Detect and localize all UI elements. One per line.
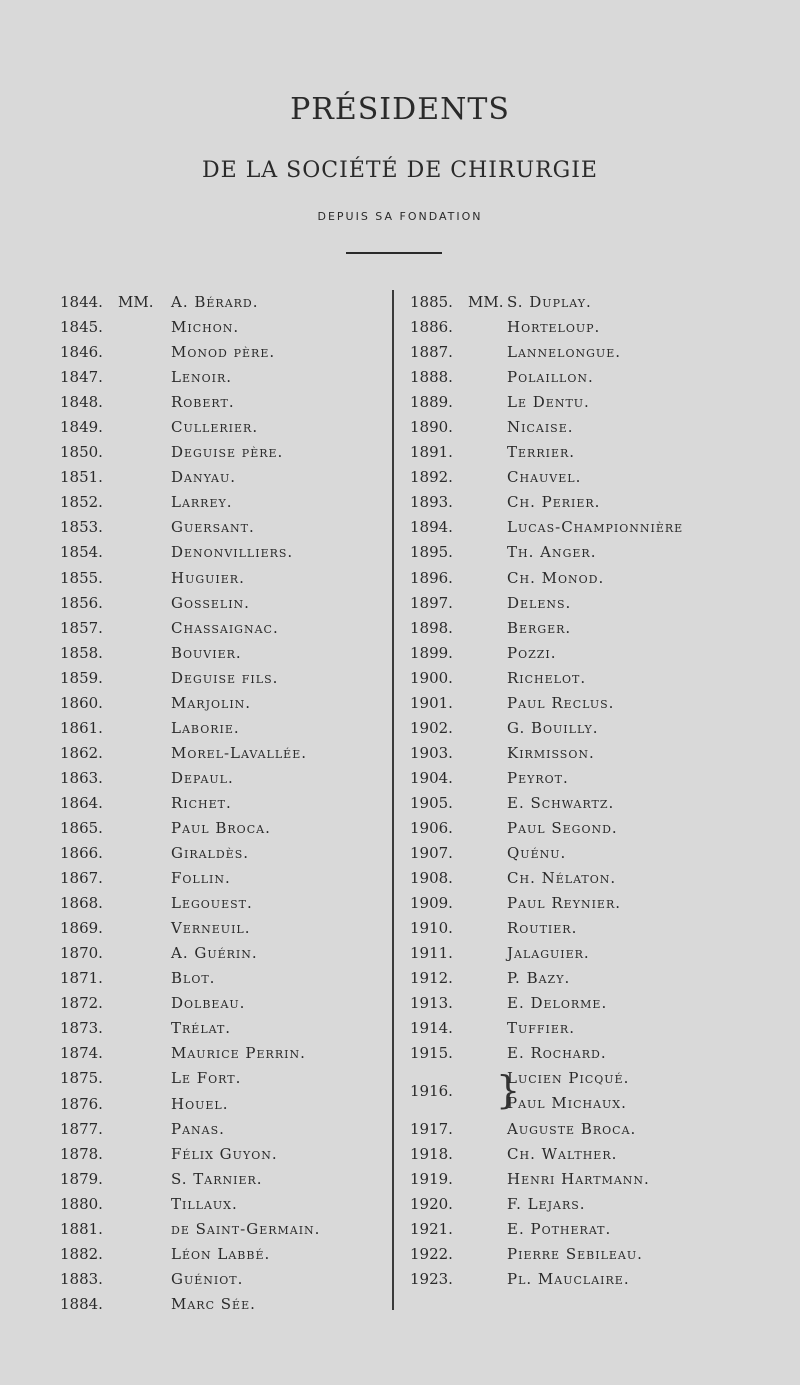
president-name: Verneuil. [171,919,251,938]
year: 1918. [410,1144,453,1163]
year: 1896. [410,568,453,587]
president-name: Huguier. [171,568,245,587]
year: 1916. [410,1082,453,1101]
president-name: Cullerier. [171,418,259,437]
year: 1877. [60,1119,103,1138]
president-name: Paul Michaux. [507,1094,627,1113]
year: 1891. [410,443,453,462]
president-name: Paul Segond. [507,818,618,837]
year: 1874. [60,1044,103,1063]
page-title: PRÉSIDENTS [290,92,510,127]
president-name: Monod père. [171,343,276,362]
year: 1862. [60,743,103,762]
year: 1857. [60,618,103,637]
year: 1852. [60,493,103,512]
year: 1867. [60,869,103,888]
year: 1901. [410,693,453,712]
president-name: Laborie. [171,718,240,737]
president-name: Tuffier. [507,1019,575,1038]
president-name: Chassaignac. [171,618,279,637]
president-name: Legouest. [171,894,253,913]
page-subtitle: DE LA SOCIÉTÉ DE CHIRURGIE [202,158,598,183]
president-name: Richelot. [507,668,587,687]
column-divider [392,290,394,1310]
president-name: Quénu. [507,844,567,863]
year: 1907. [410,844,453,863]
president-name: Jalaguier. [507,944,590,963]
president-name: Ch. Walther. [507,1144,618,1163]
president-name: Lucien Picqué. [507,1069,630,1088]
year: 1906. [410,818,453,837]
president-name: Félix Guyon. [171,1144,278,1163]
year: 1902. [410,718,453,737]
president-name: Michon. [171,318,240,337]
president-name: Depaul. [171,768,234,787]
president-name: Ch. Monod. [507,568,605,587]
president-name: Dolbeau. [171,994,246,1013]
president-name: Lucas-Championnière [507,518,684,537]
president-name: Pozzi. [507,643,557,662]
president-name: Terrier. [507,443,576,462]
president-name: Th. Anger. [507,543,597,562]
year: 1868. [60,894,103,913]
year: 1886. [410,318,453,337]
president-name: E. Potherat. [507,1219,612,1238]
president-name: Chauvel. [507,468,582,487]
president-name: Paul Broca. [171,818,271,837]
year: 1908. [410,869,453,888]
year: 1915. [410,1044,453,1063]
president-name: Le Dentu. [507,393,590,412]
president-name: Paul Reynier. [507,894,622,913]
page-subsubtitle: DEPUIS SA FONDATION [317,210,483,223]
year: 1900. [410,668,453,687]
president-name: Houel. [171,1094,229,1113]
year: 1922. [410,1244,453,1263]
president-name: S. Tarnier. [171,1169,263,1188]
year: 1844. [60,293,103,311]
president-name: Larrey. [171,493,233,512]
year: 1920. [410,1194,453,1213]
president-name: Ch. Perier. [507,493,601,512]
year: 1883. [60,1269,103,1288]
president-name: Guersant. [171,518,255,537]
president-name: Deguise père. [171,443,284,462]
year: 1914. [410,1019,453,1038]
mm-label: MM. [468,293,504,311]
year: 1881. [60,1219,103,1238]
president-name: Denonvilliers. [171,543,294,562]
year: 1898. [410,618,453,637]
year: 1912. [410,969,453,988]
year: 1872. [60,994,103,1013]
year: 1849. [60,418,103,437]
president-name: S. Duplay. [507,293,592,311]
president-name: A. Guérin. [171,944,258,963]
year: 1903. [410,743,453,762]
year: 1861. [60,718,103,737]
year: 1899. [410,643,453,662]
year: 1904. [410,768,453,787]
president-name: E. Schwartz. [507,793,615,812]
president-name: Panas. [171,1119,225,1138]
year: 1880. [60,1194,103,1213]
year: 1859. [60,668,103,687]
president-name: Marjolin. [171,693,252,712]
year: 1848. [60,393,103,412]
president-name: Polaillon. [507,368,594,387]
year: 1865. [60,818,103,837]
year: 1897. [410,593,453,612]
year: 1879. [60,1169,103,1188]
president-name: Deguise fils. [171,668,279,687]
president-name: Léon Labbé. [171,1244,271,1263]
president-name: Danyau. [171,468,236,487]
year: 1855. [60,568,103,587]
president-name: Guéniot. [171,1269,244,1288]
year: 1884. [60,1294,103,1313]
president-name: G. Bouilly. [507,718,599,737]
year: 1847. [60,368,103,387]
president-name: E. Rochard. [507,1044,607,1063]
year: 1871. [60,969,103,988]
president-name: Gosselin. [171,593,250,612]
president-name: Blot. [171,969,216,988]
president-name: Richet. [171,793,232,812]
president-name: Horteloup. [507,318,601,337]
year: 1853. [60,518,103,537]
president-name: P. Bazy. [507,969,571,988]
year: 1845. [60,318,103,337]
president-name: Nicaise. [507,418,574,437]
president-name: Marc Sée. [171,1294,256,1313]
year: 1882. [60,1244,103,1263]
president-name: Morel-Lavallée. [171,743,307,762]
year: 1885. [410,293,453,311]
president-name: Maurice Perrin. [171,1044,306,1063]
year: 1911. [410,944,453,963]
year: 1866. [60,844,103,863]
president-name: Paul Reclus. [507,693,615,712]
year: 1856. [60,593,103,612]
year: 1863. [60,768,103,787]
year: 1875. [60,1069,103,1088]
president-name: Ch. Nélaton. [507,869,617,888]
year: 1876. [60,1094,103,1113]
year: 1913. [410,994,453,1013]
president-name: Auguste Broca. [507,1119,637,1138]
year: 1851. [60,468,103,487]
year: 1893. [410,493,453,512]
year: 1846. [60,343,103,362]
president-name: Delens. [507,593,572,612]
president-name: de Saint-Germain. [171,1219,321,1238]
president-name: E. Delorme. [507,994,608,1013]
year: 1850. [60,443,103,462]
year: 1870. [60,944,103,963]
president-name: Lannelongue. [507,343,621,362]
brace-icon: } [496,1068,521,1113]
year: 1905. [410,793,453,812]
president-name: A. Bérard. [171,293,259,311]
year: 1917. [410,1119,453,1138]
president-name: Tillaux. [171,1194,238,1213]
year: 1923. [410,1269,453,1288]
president-name: Routier. [507,919,578,938]
president-name: Pl. Mauclaire. [507,1269,630,1288]
year: 1889. [410,393,453,412]
year: 1892. [410,468,453,487]
president-name: Le Fort. [171,1069,242,1088]
year: 1921. [410,1219,453,1238]
year: 1910. [410,919,453,938]
year: 1888. [410,368,453,387]
president-name: Trélat. [171,1019,232,1038]
year: 1919. [410,1169,453,1188]
president-name: Lenoir. [171,368,233,387]
year: 1858. [60,643,103,662]
year: 1895. [410,543,453,562]
president-name: Henri Hartmann. [507,1169,650,1188]
president-name: Robert. [171,393,235,412]
president-name: Berger. [507,618,572,637]
year: 1864. [60,793,103,812]
president-name: F. Lejars. [507,1194,586,1213]
year: 1869. [60,919,103,938]
year: 1909. [410,894,453,913]
year: 1878. [60,1144,103,1163]
year: 1894. [410,518,453,537]
president-name: Kirmisson. [507,743,595,762]
year: 1860. [60,693,103,712]
president-name: Peyrot. [507,768,569,787]
president-name: Giraldès. [171,844,250,863]
title-rule [346,252,442,254]
year: 1873. [60,1019,103,1038]
president-name: Follin. [171,869,231,888]
mm-label: MM. [118,293,154,311]
president-name: Pierre Sebileau. [507,1244,643,1263]
year: 1854. [60,543,103,562]
president-name: Bouvier. [171,643,242,662]
year: 1887. [410,343,453,362]
year: 1890. [410,418,453,437]
